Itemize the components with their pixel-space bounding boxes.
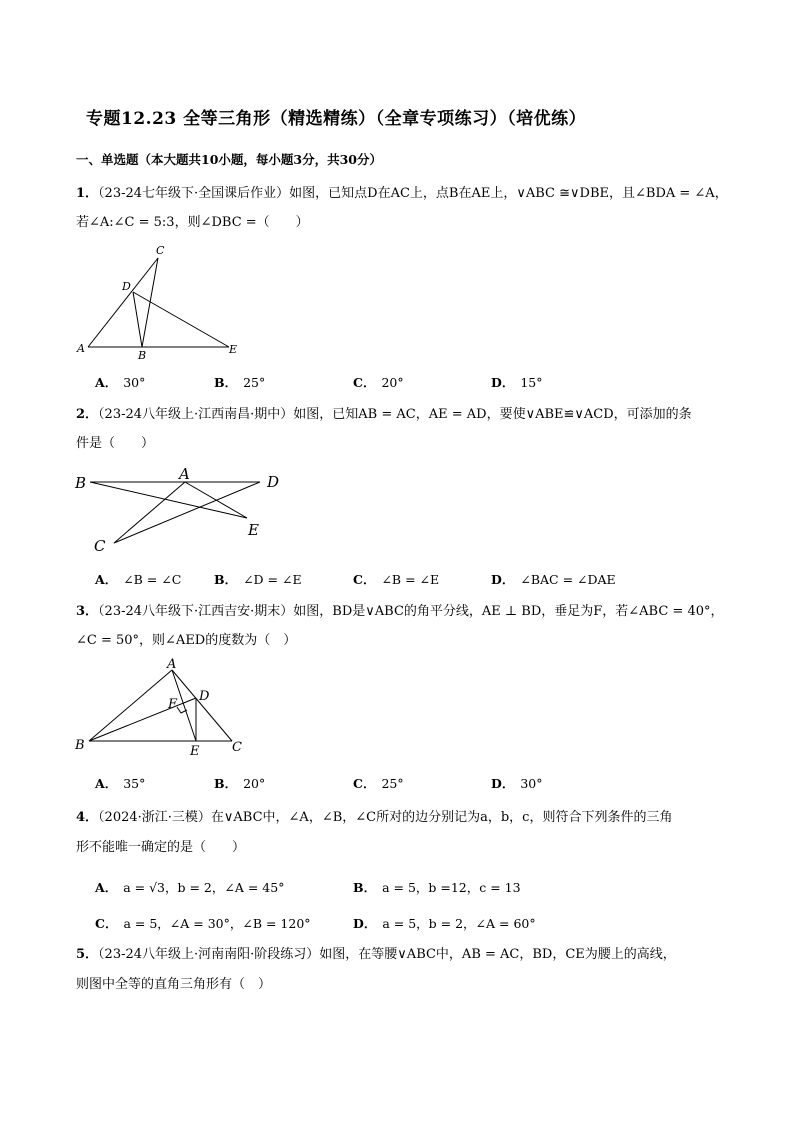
question-text-line1: （2024·浙江·三模）在∨ABC中，∠A，∠B，∠C所对的边分别记为a，b，c，则符合下列条件的三角 bbox=[98, 810, 673, 825]
figure-q2 bbox=[72, 463, 292, 558]
option-a[interactable]: A． 30° bbox=[95, 375, 146, 390]
segment-bc bbox=[142, 258, 158, 347]
label-c: C bbox=[232, 740, 242, 755]
option-c[interactable]: C． ∠B = ∠E bbox=[353, 572, 440, 587]
option-a[interactable]: A． 35° bbox=[95, 776, 146, 791]
segment-db bbox=[133, 292, 142, 347]
option-c[interactable]: C． 25° bbox=[353, 776, 404, 791]
question-5-line2: 则图中全等的直角三角形有（ ） bbox=[76, 977, 272, 992]
segment-be bbox=[90, 482, 247, 518]
question-text-line1: （23-24八年级上·河南南阳·阶段练习）如图，在等腰∨ABC中，AB = AC，BD，CE为腰上的高线， bbox=[98, 947, 676, 962]
question-text-line1: （23-24八年级上·江西南昌·期中）如图，已知AB = AC，AE = AD，要使∨ABE≌∨ACD，可添加的条 bbox=[98, 407, 692, 422]
label-a: A bbox=[179, 465, 190, 483]
option-c[interactable]: C． 20° bbox=[353, 375, 404, 390]
option-b[interactable]: B． a = 5，b =12，c = 13 bbox=[353, 880, 521, 895]
question-1-line2: 若∠A:∠C = 5:3，则∠DBC =（ ） bbox=[76, 215, 309, 230]
option-b[interactable]: B． 25° bbox=[214, 375, 266, 390]
question-number: 5． bbox=[76, 947, 99, 962]
option-a[interactable]: A． ∠B = ∠C bbox=[95, 572, 182, 587]
question-3 bbox=[76, 603, 724, 621]
option-d[interactable]: D． 15° bbox=[491, 375, 543, 390]
question-1 bbox=[76, 185, 728, 203]
question-number: 2． bbox=[76, 407, 99, 422]
question-4-line2: 形不能唯一确定的是（ ） bbox=[76, 840, 246, 855]
option-b[interactable]: B． ∠D = ∠E bbox=[214, 572, 302, 587]
figure-q3 bbox=[72, 655, 252, 760]
section-header: 一、单选题（本大题共10小题，每小题3分，共30分） bbox=[76, 152, 382, 167]
question-2-line2: 件是（ ） bbox=[76, 436, 155, 451]
label-e: E bbox=[248, 521, 259, 539]
label-d: D bbox=[267, 473, 280, 491]
figure-q1 bbox=[72, 240, 252, 360]
label-a: A bbox=[167, 657, 177, 672]
label-e: E bbox=[190, 744, 200, 759]
label-c: C bbox=[156, 244, 165, 257]
label-a: A bbox=[77, 342, 85, 355]
option-d[interactable]: D． 30° bbox=[491, 776, 543, 791]
label-b: B bbox=[75, 474, 87, 492]
question-number: 1． bbox=[76, 186, 99, 201]
segment-ac bbox=[114, 482, 185, 543]
question-4 bbox=[76, 809, 672, 827]
label-f: F bbox=[168, 697, 178, 712]
option-d[interactable]: D． a = 5，b = 2，∠A = 60° bbox=[353, 916, 536, 931]
question-3-line2: ∠C = 50°，则∠AED的度数为（ ） bbox=[76, 633, 297, 648]
segment-ac bbox=[172, 670, 232, 741]
page-title: 专题12.23 全等三角形（精选精练）（全章专项练习）（培优练） bbox=[86, 109, 587, 129]
segment-ab bbox=[89, 670, 172, 741]
label-d: D bbox=[199, 689, 210, 704]
label-c: C bbox=[94, 537, 106, 555]
question-number: 3． bbox=[76, 604, 99, 619]
question-2 bbox=[76, 406, 692, 424]
label-d: D bbox=[122, 280, 131, 293]
label-b: B bbox=[138, 349, 147, 360]
segment-bd bbox=[89, 698, 196, 741]
question-text-line1: （23-24八年级下·江西吉安·期末）如图，BD是∨ABC的角平分线，AE ⊥ BD，垂足为F，若∠ABC = 40°， bbox=[98, 604, 724, 619]
option-b[interactable]: B． 20° bbox=[214, 776, 266, 791]
label-e: E bbox=[229, 343, 238, 356]
segment-ac bbox=[88, 258, 158, 347]
question-5 bbox=[76, 946, 676, 964]
option-d[interactable]: D． ∠BAC = ∠DAE bbox=[491, 572, 616, 587]
option-a[interactable]: A． a = √3，b = 2，∠A = 45° bbox=[95, 880, 285, 895]
option-c[interactable]: C． a = 5，∠A = 30°，∠B = 120° bbox=[95, 916, 311, 931]
question-text-line1: （23-24七年级下·全国课后作业）如图，已知点D在AC上，点B在AE上，∨ABC ≅∨DBE，且∠BDA = ∠A， bbox=[98, 186, 728, 201]
label-b: B bbox=[75, 738, 85, 753]
question-number: 4． bbox=[76, 810, 99, 825]
